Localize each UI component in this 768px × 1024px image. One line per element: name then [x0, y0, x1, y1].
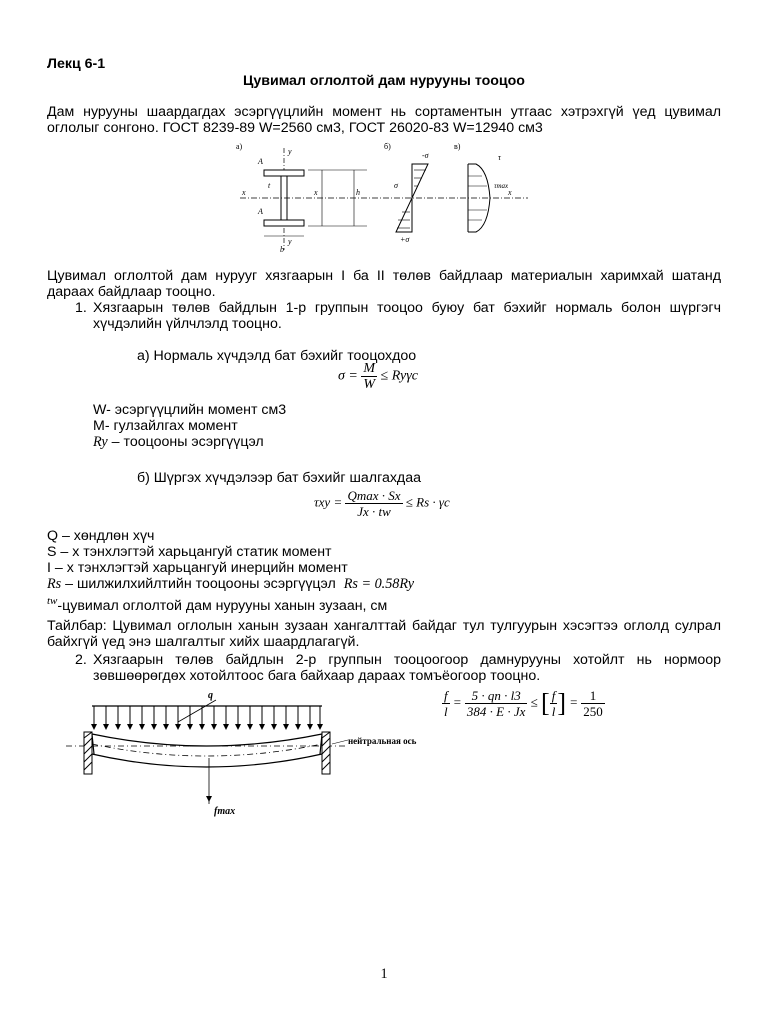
def-tw-row	[47, 595, 388, 615]
rs-symbol: Rs	[47, 576, 62, 592]
label-x-right: x	[314, 188, 318, 197]
shear-formula-num: Qmax · Sx	[347, 488, 401, 503]
shear-formula-lhs: τxy =	[314, 494, 343, 510]
deflection-l: l	[444, 704, 448, 719]
normal-stress-formula	[338, 361, 418, 392]
normal-formula-den: W	[363, 377, 376, 392]
def-S: S – x тэнхлэгтэй харьцангуй статик момент	[47, 544, 332, 560]
label-b: b	[280, 245, 284, 254]
normal-formula-num: M	[363, 361, 376, 376]
def-Rs-row	[47, 576, 414, 592]
item2-text: Хязгаарын төлөв байдлын 2-р группын тооцоогоор дамнурууны хотойлт нь нормоор зөвшөөрөгдөх хотойлтоос бага байхаар дараах томъёогоор тооцно.	[93, 652, 721, 684]
deflection-den: 384 · E · Jx	[466, 704, 526, 719]
label-plus-sigma: +σ	[400, 235, 410, 244]
q-label: q	[208, 690, 213, 701]
label-A2: A	[258, 207, 263, 216]
label-y-bottom: y	[288, 237, 292, 246]
normal-stress-diagram	[396, 164, 428, 232]
fig-label-c: в)	[454, 142, 461, 151]
deflection-formula: $\frac{f}{l}$ = $\frac{5 \cdot qn \cdot l3}{384 \cdot E \cdot Jx}$ ≤ [ $\frac{f}{l}$ ] = $\frac{1}{250}$	[444, 688, 603, 719]
label-tau: τ	[498, 153, 501, 162]
fig-label-b: б)	[384, 142, 391, 151]
def-M: M- гулзайлгах момент	[93, 418, 238, 434]
label-y-top: y	[288, 147, 292, 156]
shear-formula-den: Jx · tw	[357, 504, 391, 519]
label-tau-max: τmax	[494, 182, 509, 190]
page-number: 1	[380, 966, 388, 982]
normal-stress-heading: а) Нормаль хүчдэлд бат бэхийг тооцохдоо	[137, 348, 417, 364]
tw-symbol: tw	[47, 595, 58, 607]
normal-formula-rhs: ≤ Ryγc	[380, 368, 418, 384]
fmax-label: fmax	[214, 806, 236, 817]
page-title: Цувимал оглолтой дам нурууны тооцоо	[243, 73, 525, 89]
def-Rs: – шилжилхийлтийн тооцооны эсэргүүцэл	[65, 576, 336, 592]
fig-label-a: а)	[236, 142, 243, 151]
item1-text: Хязгаарын төлөв байдлын 1-р группын тооцоо буюу бат бэхийг нормаль болон шүргэгч хүчдэлийн үйлчлэлд тооцно.	[93, 300, 721, 332]
lecture-number: Лекц 6-1	[47, 56, 106, 72]
top-flange	[264, 170, 304, 176]
def-I: I – x тэнхлэгтэй харьцангуй инерцийн момент	[47, 560, 348, 576]
beam-section-figure	[232, 140, 532, 258]
bracket-l: l	[551, 704, 556, 719]
def-tw: -цувимал оглолтой дам нурууны ханын зузаан, см	[57, 598, 388, 614]
label-sigma: σ	[394, 181, 398, 190]
deflection-num: 5 · qn · l3	[465, 688, 527, 704]
shear-stress-heading: б) Шүргэх хүчдэлээр бат бэхийг шалгахдаа	[137, 470, 421, 486]
bottom-flange	[264, 220, 304, 226]
note-paragraph: Тайлбар: Цувимал оглолын ханын зузаан хангалттай байдаг тул тулгуурын хэсэгтээ оглолд сулрал байхгүй үед энэ шалгалтыг хийх шаардлагагүй.	[47, 618, 721, 650]
label-x-diagram: x	[508, 188, 512, 197]
label-x-left: x	[242, 188, 246, 197]
deflection-f: f	[444, 688, 448, 703]
shear-formula-rhs: ≤ Rs · γc	[405, 494, 450, 510]
item1-number: 1.	[75, 300, 87, 316]
ratio-one: 1	[581, 688, 605, 704]
shear-stress-formula	[314, 488, 450, 519]
ratio-250: 250	[583, 704, 603, 719]
rs-formula: Rs = 0.58Ry	[343, 576, 415, 592]
label-minus-sigma: -σ	[422, 151, 429, 160]
def-Ry-row	[93, 434, 264, 450]
beam-bottom-edge	[92, 754, 322, 767]
item2-number: 2.	[75, 652, 87, 668]
beam-top-edge	[92, 734, 322, 746]
label-A1: A	[258, 157, 263, 166]
ry-symbol: Ry	[93, 434, 108, 450]
label-t: t	[268, 181, 271, 190]
bracket-f: f	[551, 688, 556, 703]
def-Ry: – тооцооны эсэргүүцэл	[111, 434, 264, 450]
intro-paragraph: Дам нурууны шаардагдах эсэргүүцлийн момент нь сортаментын утгаас хэтрэхгүй үед цувимал оглолыг сонгоно. ГОСТ 8239-89 W=2560 см3, ГОСТ 26020-83 W=12940 см3	[47, 104, 721, 136]
label-h: h	[356, 188, 360, 197]
def-Q: Q – хөндлөн хүч	[47, 528, 155, 544]
def-W: W- эсэргүүцлийн момент см3	[93, 402, 287, 418]
neutral-axis-label: нейтральная ось	[348, 736, 417, 746]
beam-deflection-figure	[66, 688, 446, 822]
section-intro: Цувимал оглолтой дам нурууг хязгаарын I ба II төлөв байдлаар материалын харимхай шатанд дараах байдлаар тооцно.	[47, 268, 721, 300]
normal-formula-lhs: σ =	[338, 368, 358, 384]
